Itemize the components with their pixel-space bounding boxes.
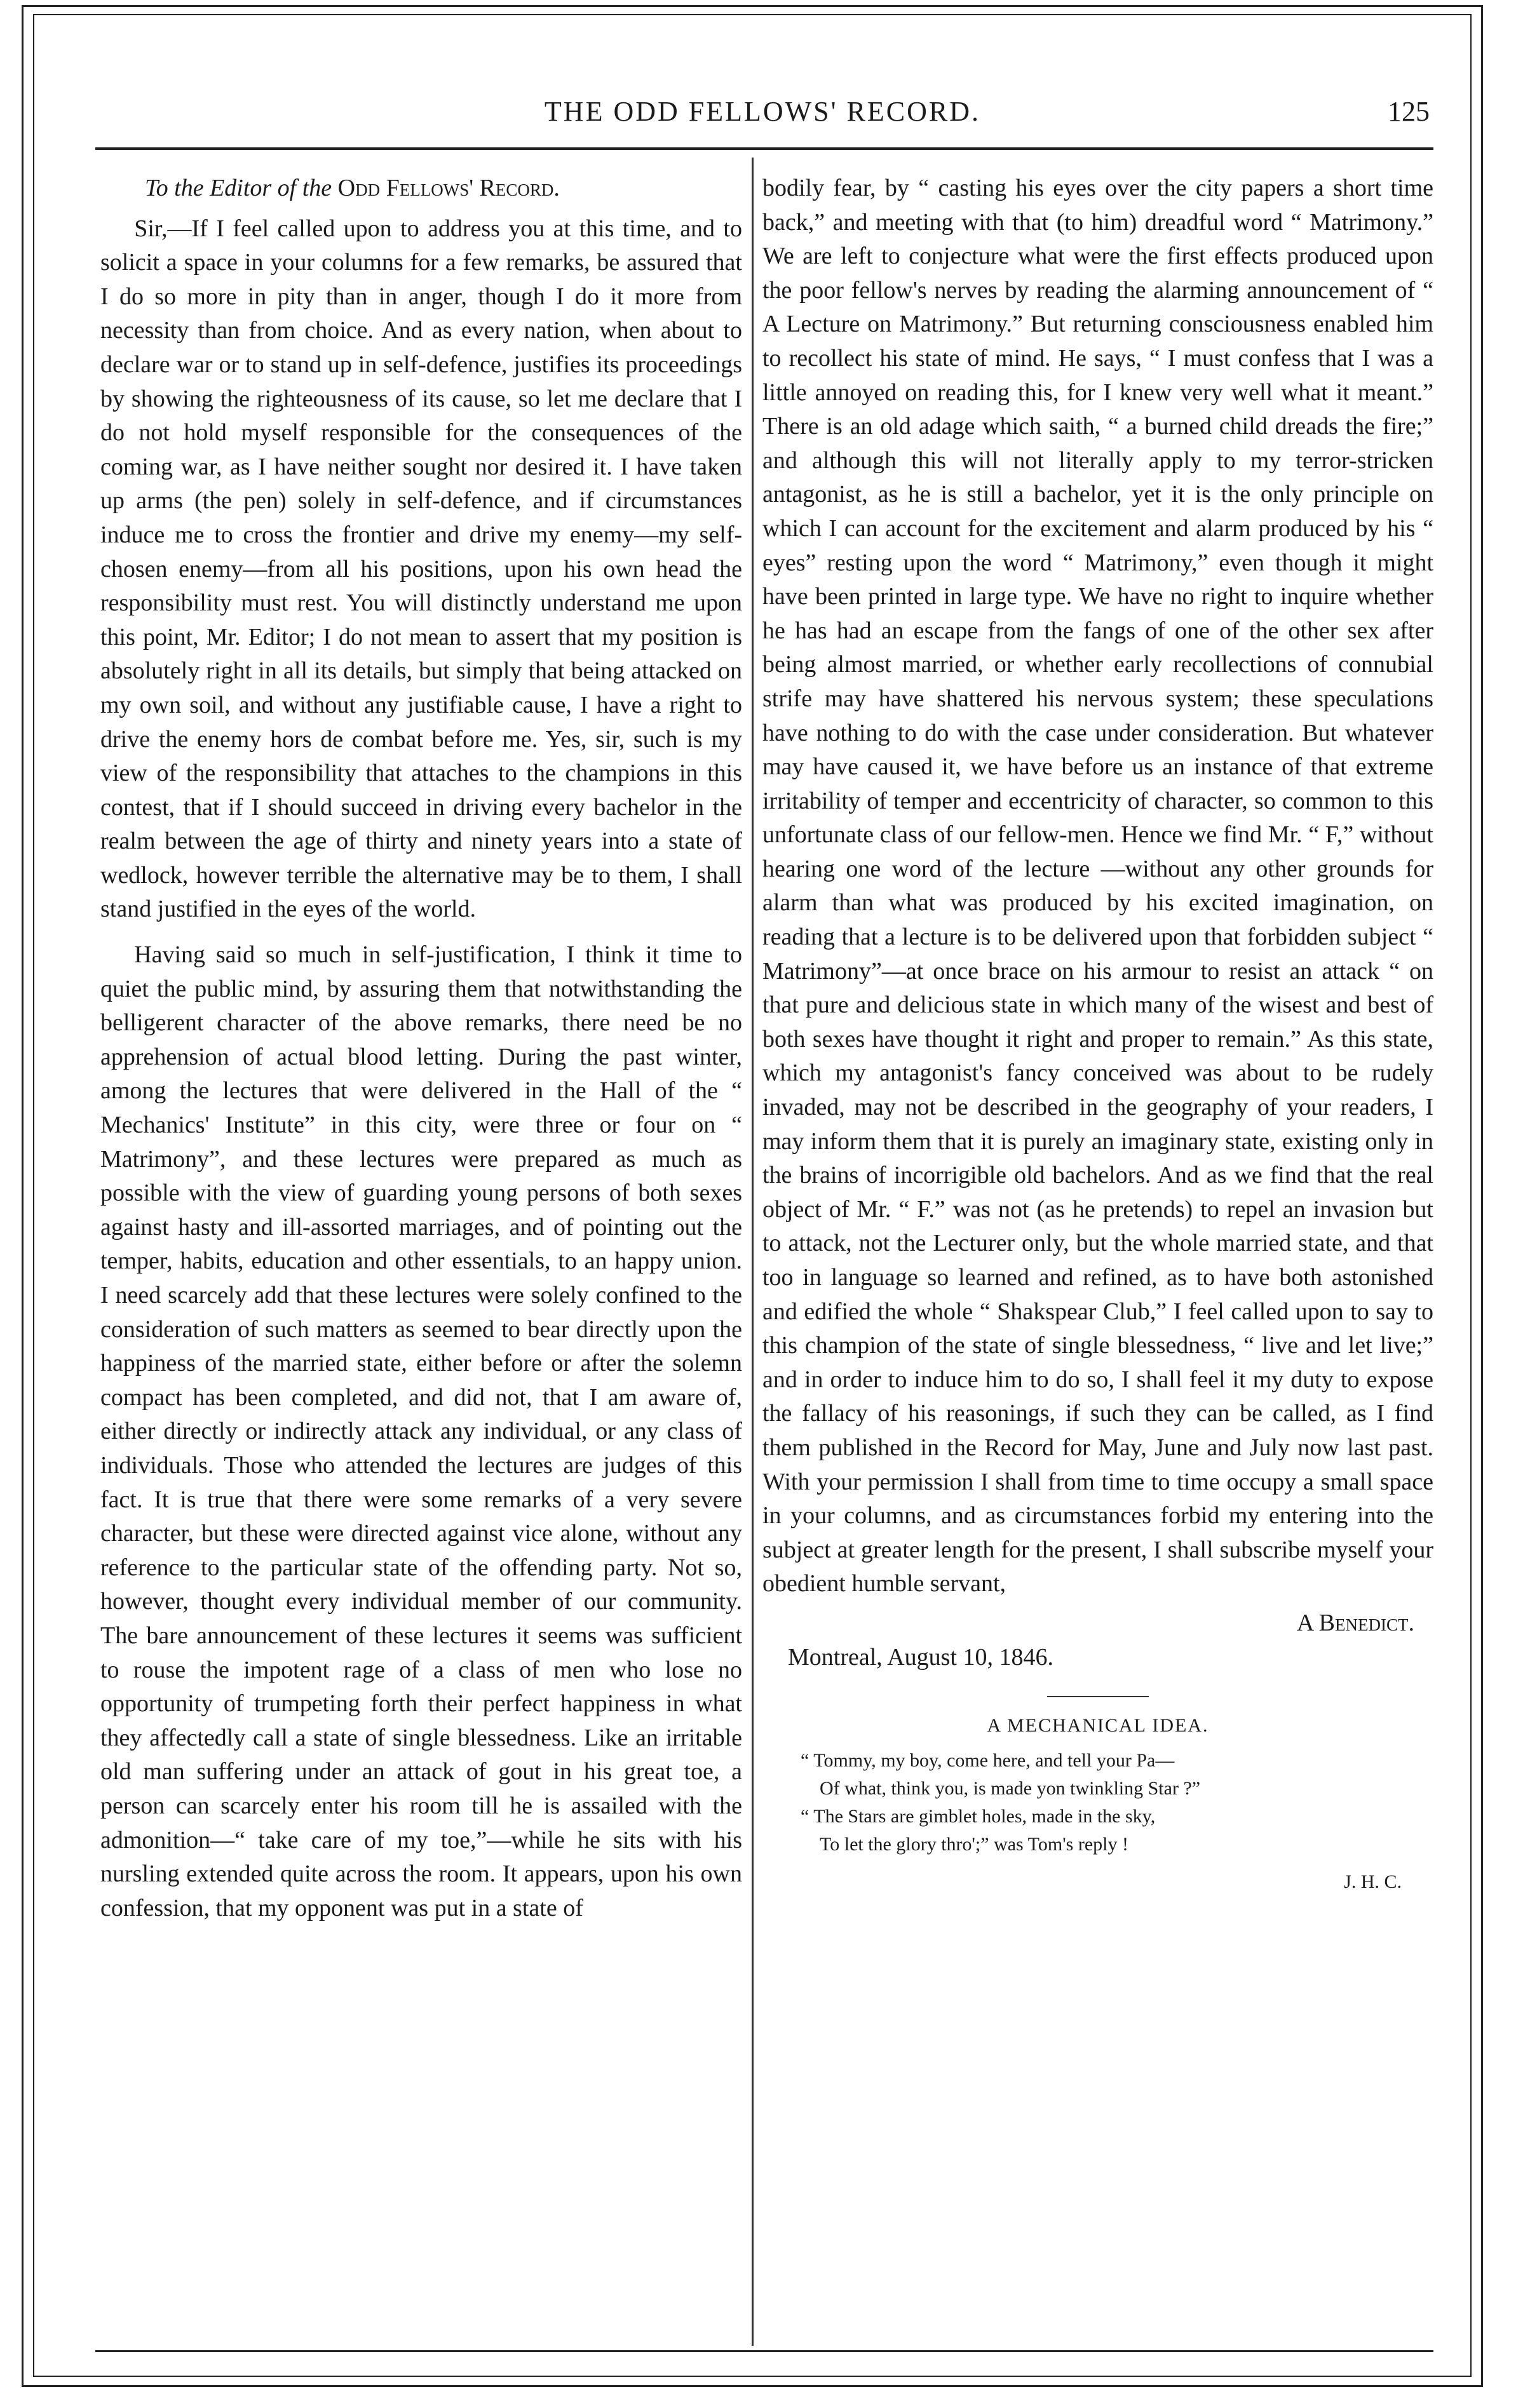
running-title: THE ODD FELLOWS' RECORD.	[544, 96, 981, 127]
running-head	[95, 95, 1430, 133]
poem-separator	[1047, 1696, 1149, 1697]
letter-paragraph-1: Sir,—If I feel called upon to address you at this time, and to solicit a space in your columns for a few remarks, be assured that I do so more in pity than in anger, though I do it more from necessity than from choice. And as every nation, when about to declare war or to stand up in self-defence, justifies its proceedings by showing the righteousness of its cause, so let me declare that I do not hold myself responsible for the consequences of the coming war, as I have neither sought nor desired it. I have taken up arms (the pen) solely in self-defence, and if circumstances induce me to cross the frontier and drive my enemy—my self-chosen enemy—from all his positions, upon his own head the responsibility must rest. You will distinctly understand me upon this point, Mr. Editor; I do not mean to assert that my position is absolutely right in all its details, but simply that being attacked on my own soil, and without any justifiable cause, I have a right to drive the enemy hors de combat before me. Yes, sir, such is my view of the responsibility that attaches to the champions in this contest, that if I should succeed in driving every bachelor in the realm between the age of thirty and ninety years into a state of wedlock, however terrible the alternative may be to them, I shall stand justified in the eyes of the world.	[100, 215, 742, 923]
letter-address	[100, 172, 742, 206]
letter-signature: A Benedict.	[1296, 1609, 1414, 1636]
right-column	[762, 172, 1433, 1899]
poem-title: A MECHANICAL IDEA.	[987, 1715, 1209, 1737]
poem-line-3: “ The Stars are gimblet holes, made in the sky,	[801, 1805, 1156, 1827]
column-rule	[752, 158, 754, 2346]
header-rule	[95, 147, 1433, 150]
page-number: 125	[1388, 96, 1430, 127]
poem-line-2: Of what, think you, is made yon twinkling Star ?”	[820, 1777, 1201, 1799]
letter-dateline: Montreal, August 10, 1846.	[788, 1643, 1053, 1671]
footer-rule	[95, 2350, 1433, 2352]
poem-initials: J. H. C.	[1344, 1871, 1402, 1892]
poem-body	[762, 1747, 1433, 1859]
poem-line-4: To let the glory thro';” was Tom's reply !	[820, 1833, 1128, 1855]
address-prefix: To the Editor of the	[145, 175, 332, 201]
address-publication: Odd Fellows' Record.	[337, 175, 560, 201]
poem-line-1: “ Tommy, my boy, come here, and tell your Pa—	[801, 1749, 1175, 1771]
left-column	[100, 172, 742, 1925]
letter-paragraph-2: Having said so much in self-justification, I think it time to quiet the public mind, by assuring them that notwithstanding the belligerent character of the above remarks, there need be no apprehension of actual blood letting. During the past winter, among the lectures that were delivered in the Hall of the “ Mechanics' Institute” in this city, were three or four on “ Matrimony”, and these lectures were prepared as much as possible with the view of guarding young persons of both sexes against hasty and ill-assorted marriages, and of pointing out the temper, habits, education and other essentials, to an happy union. I need scarcely add that these lectures were solely confined to the consideration of such matters as seemed to bear directly upon the happiness of the married state, either before or after the solemn compact has been completed, and did not, that I am aware of, either directly or indirectly attack any individual, or any class of individuals. Those who attended the lectures are judges of this fact. It is true that there were some remarks of a very severe character, but these were directed against vice alone, without any reference to the particular state of the offending party. Not so, however, thought every individual member of our community. The bare announcement of these lectures it seems was sufficient to rouse the impotent rage of a class of men who lose no opportunity of trumpeting forth their perfect happiness in what they affectedly call a state of single blessedness. Like an irritable old man suffering under an attack of gout in his great toe, a person can scarcely enter his room till he is assailed with the admonition—“ take care of my toe,”—while he sits with his nursling extended quite across the room. It appears, upon his own confession, that my opponent was put in a state of	[100, 941, 742, 1921]
letter-paragraph-3: bodily fear, by “ casting his eyes over the city papers a short time back,” and meeting with that (to him) dreadful word “ Matrimony.” We are left to conjecture what were the first effects produced upon the poor fellow's nerves by reading the alarming announcement of “ A Lecture on Matrimony.” But returning consciousness enabled him to recollect his state of mind. He says, “ I must confess that I was a little annoyed on reading this, for I knew very well what it meant.” There is an old adage which saith, “ a burned child dreads the fire;” and although this will not literally apply to my terror-stricken antagonist, as he is still a bachelor, yet it is the only principle on which I can account for the excitement and alarm produced by his “ eyes” resting upon the word “ Matrimony,” even though it might have been printed in large type. We have no right to inquire whether he has had an escape from the fangs of one of the other sex after being almost married, or whether early recollections of connubial strife may have shattered his nervous system; these speculations have nothing to do with the case under consideration. But whatever may have caused it, we have before us an instance of that extreme irritability of temper and eccentricity of character, so common to this unfortunate class of our fellow-men. Hence we find Mr. “ F,” without hearing one word of the lecture —without any other grounds for alarm than what was produced by his excited imagination, on reading that a lecture is to be delivered upon that forbidden subject “ Matrimony”—at once brace on his armour to resist an attack “ on that pure and delicious state in which many of the wisest and best of both sexes have thought it right and proper to remain.” As this state, which my antagonist's fancy conceived was about to be rudely invaded, may not be described in the geography of your readers, I may inform them that it is purely an imaginary state, existing only in the brains of incorrigible old bachelors. And as we find that the real object of Mr. “ F.” was not (as he pretends) to repel an invasion but to attack, not the Lecturer only, but the whole married state, and that too in language so learned and refined, as to have both astonished and edified the whole “ Shakspear Club,” I feel called upon to say to this champion of the state of single blessedness, “ live and let live;” and in order to induce him to do so, I shall feel it my duty to expose the fallacy of his reasonings, if such they can be called, as I find them published in the Record for May, June and July now last past. With your permission I shall from time to time occupy a small space in your columns, and as circumstances forbid my entering into the subject at greater length for the present, I shall subscribe myself your obedient humble servant,	[762, 175, 1433, 1597]
